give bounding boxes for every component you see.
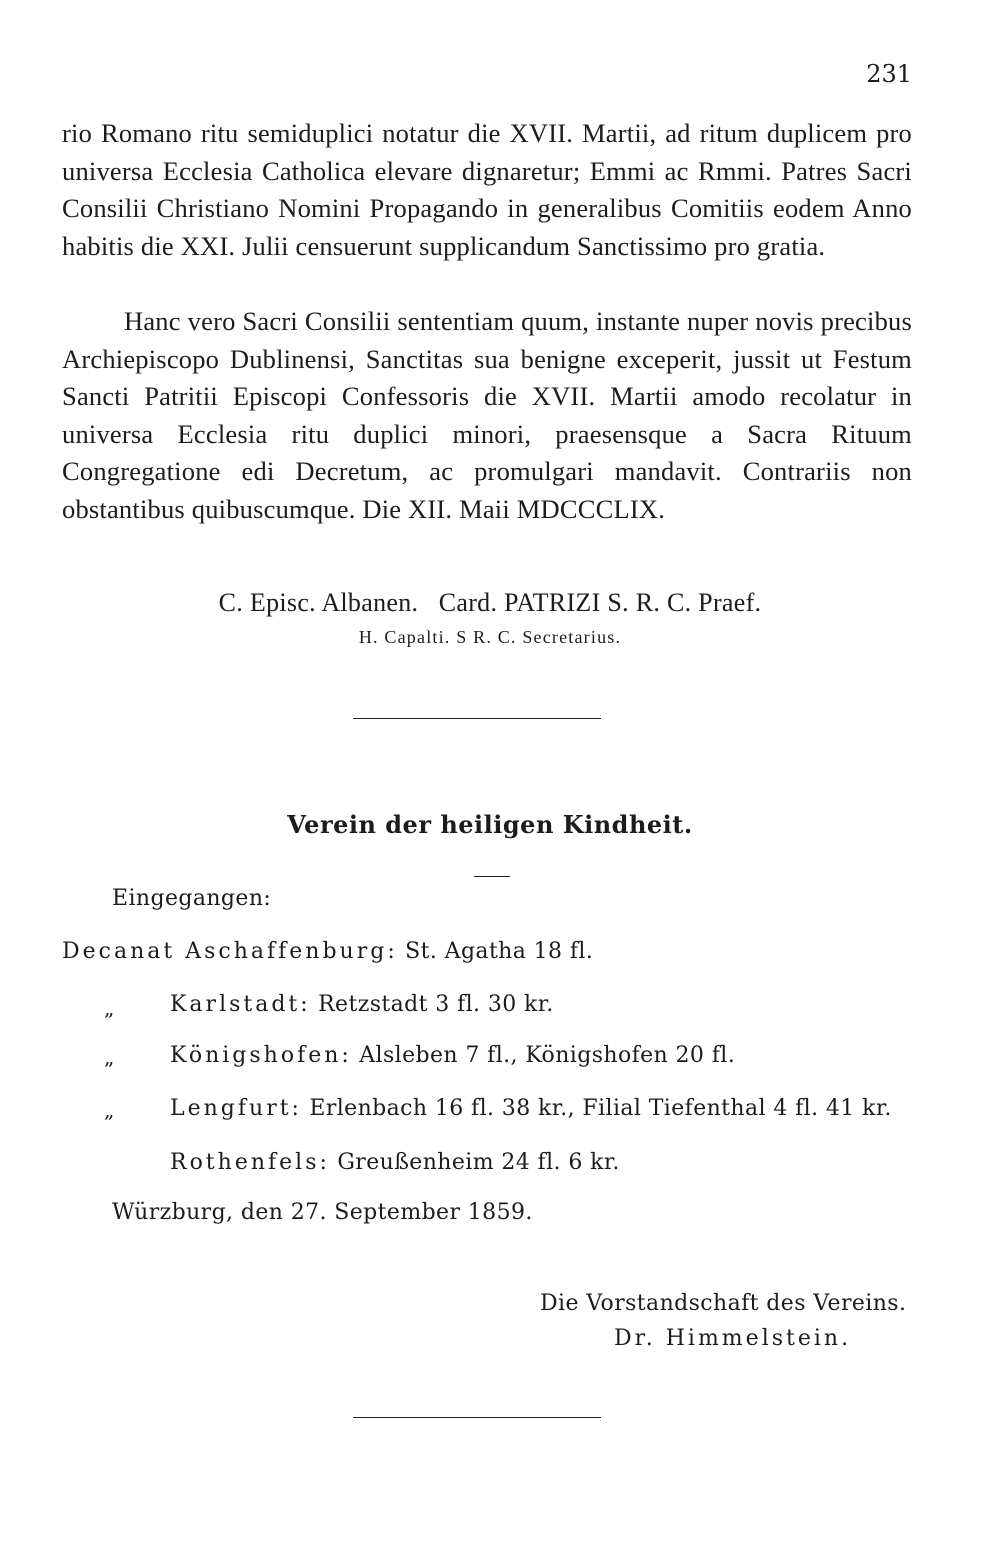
decree-paragraph-1-text: rio Romano ritu semiduplici notatur die XVII. Martii, ad ritum duplicem pro universa Ecclesia Catholica elevare dignaretur; Emmi ac Rmmi. Patres Sacri Consilii Christiano Nomini Propagando in generalibus Comitiis eodem Anno habitis die XXI. Julii censuerunt supplicandum Sanctissimo pro gratia.	[62, 118, 912, 261]
donation-row	[170, 1096, 892, 1121]
donation-detail: Alsleben 7 fl., Königshofen 20 fl.	[359, 1043, 736, 1068]
donation-detail: St. Agatha 18 fl.	[405, 939, 594, 964]
donation-deanery: Decanat Aschaffenburg:	[62, 939, 398, 964]
donation-row	[170, 1043, 735, 1068]
heading-rule	[474, 876, 510, 877]
decree-paragraph-2-text: Hanc vero Sacri Consilii sententiam quum, instante nuper novis precibus Archiepiscopo Dublinensi, Sanctitas sua benigne exceperit, jussit ut Festum Sancti Patritii Episcopi Confessoris die XVII. Martii amodo recolatur in universa Ecclesia ritu duplici minori, praesensque a Sacra Rituum Congregatione edi Decretum, ac promulgari mandavit. Contrariis non obstantibus quibuscumque. Die XII. Maii MDCCCLIX.	[62, 306, 912, 524]
donation-row	[62, 939, 593, 964]
end-divider	[353, 1417, 601, 1418]
donation-deanery: Karlstadt:	[170, 992, 311, 1017]
ditto-mark: „	[104, 1045, 115, 1069]
donation-row	[170, 1150, 620, 1175]
received-label: Eingegangen:	[112, 886, 272, 911]
donation-detail: Greußenheim 24 fl. 6 kr.	[337, 1150, 620, 1175]
donation-detail: Erlenbach 16 fl. 38 kr., Filial Tiefenthal 4 fl. 41 kr.	[309, 1096, 892, 1121]
section-divider	[353, 718, 601, 719]
page-number: 231	[866, 60, 912, 88]
donation-row	[170, 992, 554, 1017]
ditto-mark: „	[104, 996, 115, 1020]
signatory-name: Dr. Himmelstein.	[614, 1326, 852, 1351]
donation-detail: Retzstadt 3 fl. 30 kr.	[318, 992, 554, 1017]
place-date: Würzburg, den 27. September 1859.	[112, 1200, 533, 1225]
donation-deanery: Königshofen:	[170, 1043, 352, 1068]
decree-paragraph-2	[62, 303, 912, 529]
secretary-signature: H. Capalti. S R. C. Secretarius.	[358, 627, 622, 647]
ditto-mark: „	[104, 1098, 115, 1122]
board-signature: Die Vorstandschaft des Vereins.	[540, 1291, 907, 1316]
donation-deanery: Rothenfels:	[170, 1150, 330, 1175]
association-heading: Verein der heiligen Kindheit.	[287, 810, 693, 839]
decree-paragraph-1	[62, 115, 912, 265]
donation-deanery: Lengfurt:	[170, 1096, 302, 1121]
cardinal-signature: C. Episc. Albanen. Card. PATRIZI S. R. C. Praef.	[218, 588, 762, 617]
